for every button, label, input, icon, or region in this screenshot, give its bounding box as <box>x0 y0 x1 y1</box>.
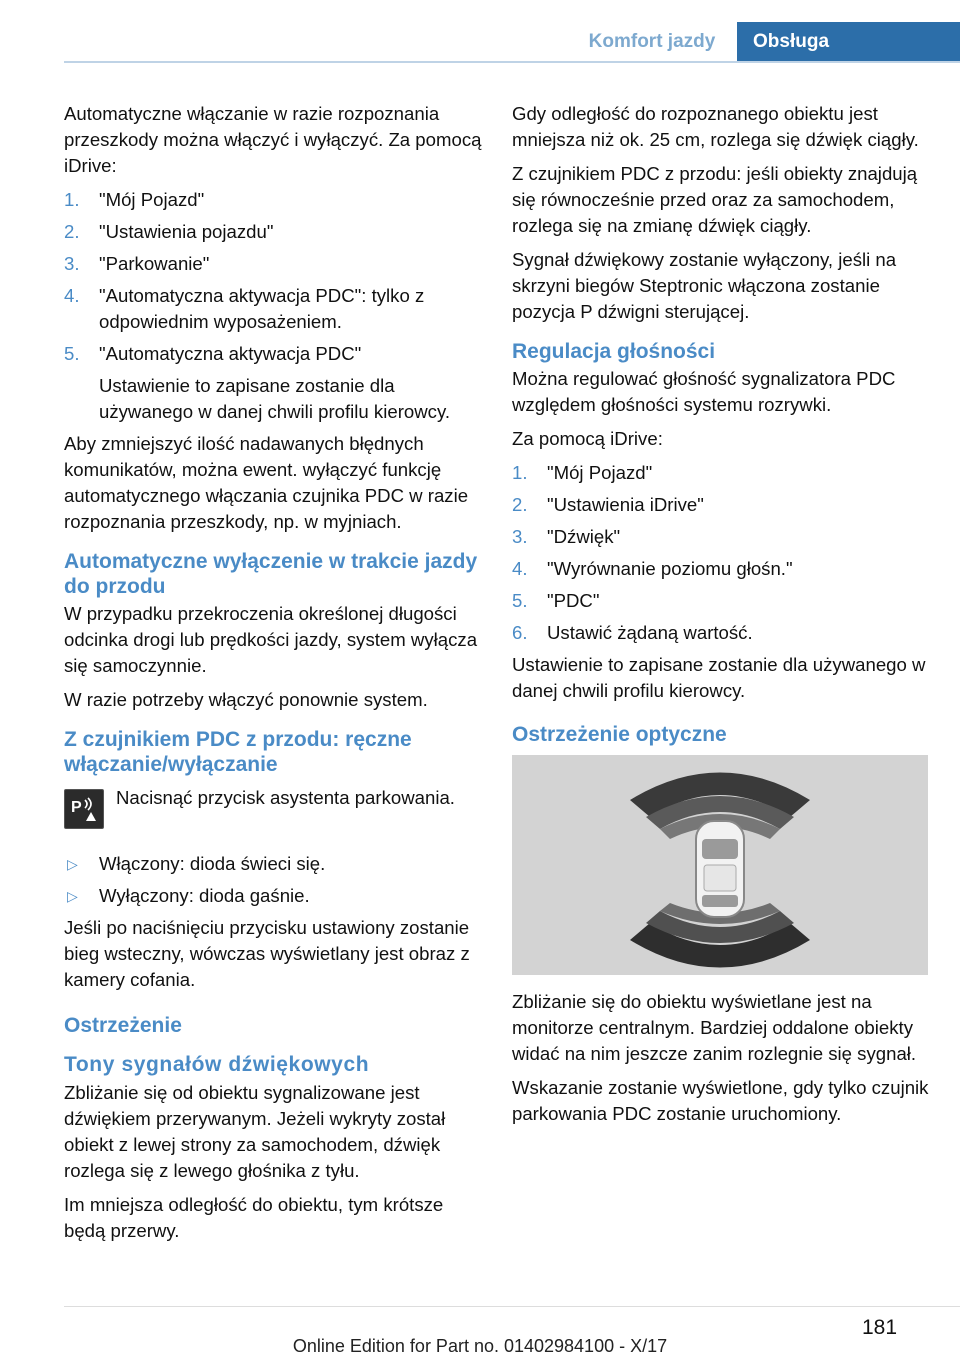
list-item: 5. "Automatyczna aktywacja PDC" Ustawienie to zapisane zostanie dla używanego w danej chwili profilu kierowcy. <box>64 341 482 425</box>
intro-paragraph: Automatyczne włączanie w razie rozpoznania przeszkody można włączyć i wyłączyć. Za pomocą iDrive: <box>64 103 482 176</box>
paragraph: Sygnał dźwiękowy zostanie wyłączony, jeśli na skrzyni biegów Steptronic włączona zostanie pozycja P dźwigni sterującej. <box>512 249 897 322</box>
header-section: Komfort jazdy <box>588 31 716 52</box>
heading-volume: Regulacja głośności <box>512 340 716 363</box>
paragraph: Gdy odległość do rozpoznanego obiektu jest mniejsza niż ok. 25 cm, rozlega się dźwięk ciągły. <box>512 103 919 150</box>
heading-tones: Tony sygnałów dźwiękowych <box>64 1053 370 1076</box>
paragraph: Ustawienie to zapisane zostanie dla używanego w danej chwili profilu kierowcy. <box>512 654 926 701</box>
footer-edition: Online Edition for Part no. 01402984100 - X/17 <box>292 1336 668 1356</box>
pdc-car-graphic <box>512 755 928 975</box>
list-item: 2. "Ustawienia iDrive" <box>512 494 704 515</box>
step-note: Ustawienie to zapisane zostanie dla używanego w danej chwili profilu kierowcy. <box>99 375 451 422</box>
status-bullets <box>64 851 482 909</box>
list-item: ▷ Włączony: dioda świeci się. <box>64 851 482 877</box>
page-number: 181 <box>862 1316 898 1339</box>
paragraph: Wskazanie zostanie wyświetlone, gdy tylko czujnik parkowania PDC zostanie uruchomiony. <box>512 1077 929 1124</box>
list-item: ▷ Wyłączony: dioda gaśnie. <box>64 883 482 909</box>
list-item: 1. "Mój Pojazd" <box>64 189 205 210</box>
idrive-steps-list <box>64 187 482 425</box>
list-item: 4. "Wyrównanie poziomu głośn." <box>512 558 793 579</box>
paragraph: Z czujnikiem PDC z przodu: jeśli obiekty znajdują się równocześnie przed oraz za samochodem, rozlega się na zmianę dźwięk ciągły. <box>512 163 918 236</box>
header-divider <box>64 61 960 63</box>
list-item: 3. "Parkowanie" <box>64 253 210 274</box>
list-item: 1. "Mój Pojazd" <box>512 462 653 483</box>
paragraph: W razie potrzeby włączyć ponownie system. <box>64 689 428 710</box>
paragraph: Jeśli po naciśnięciu przycisku ustawiony zostanie bieg wsteczny, wówczas wyświetlany jest obraz z kamery cofania. <box>64 917 470 990</box>
list-item: 5. "PDC" <box>512 590 600 611</box>
left-column <box>64 101 482 1252</box>
svg-text:P: P <box>71 799 82 816</box>
heading-front-pdc: Z czujnikiem PDC z przodu: ręczne włączanie/wyłączanie <box>64 728 412 776</box>
paragraph: Za pomocą iDrive: <box>512 428 663 449</box>
park-assist-button-icon <box>64 789 104 829</box>
heading-warning: Ostrzeżenie <box>64 1014 182 1037</box>
paragraph: Aby zmniejszyć ilość nadawanych błędnych komunikatów, można ewent. wyłączyć funkcję automatycznego włączania czujnika PDC w razie rozpoznania przeszkody, np. w myjniach. <box>64 433 469 532</box>
paragraph: Można regulować głośność sygnalizatora PDC względem głośności systemu rozrywki. <box>512 368 896 415</box>
paragraph: Zbliżanie się od obiektu sygnalizowane jest dźwiękiem przerywanym. Jeżeli wykryty został obiekt z lewej strony za samochodem, dźwięk rozlega się z lewego głośnika z tyłu. <box>64 1082 446 1181</box>
triangle-bullet-icon: ▷ <box>67 888 78 904</box>
list-item: 2. "Ustawienia pojazdu" <box>64 221 274 242</box>
volume-steps-list <box>512 460 932 646</box>
paragraph: Im mniejsza odległość do obiektu, tym krótsze będą przerwy. <box>64 1194 444 1241</box>
heading-optical: Ostrzeżenie optyczne <box>512 723 727 746</box>
paragraph: Zbliżanie się do obiektu wyświetlane jest na monitorze centralnym. Bardziej oddalone obiekty widać na nim jeszcze zanim rozlegnie się sygnał. <box>512 991 917 1064</box>
heading-auto-off: Automatyczne wyłączenie w trakcie jazdy do przodu <box>64 550 478 598</box>
header-chapter-tab: Obsługa <box>737 22 960 62</box>
triangle-bullet-icon: ▷ <box>67 856 78 872</box>
footer-divider <box>64 1306 960 1307</box>
list-item: 4. "Automatyczna aktywacja PDC": tylko z odpowiednim wyposażeniem. <box>64 285 425 332</box>
list-item: 3. "Dźwięk" <box>512 526 621 547</box>
paragraph: W przypadku przekroczenia określonej długości odcinka drogi lub prędkości jazdy, system wyłącza się samoczynnie. <box>64 603 478 676</box>
button-instruction-text: Nacisnąć przycisk asystenta parkowania. <box>116 787 455 808</box>
list-item: 6. Ustawić żądaną wartość. <box>512 622 753 643</box>
right-column <box>512 101 932 1135</box>
pdc-display-illustration <box>512 755 928 975</box>
button-instruction <box>64 785 482 833</box>
